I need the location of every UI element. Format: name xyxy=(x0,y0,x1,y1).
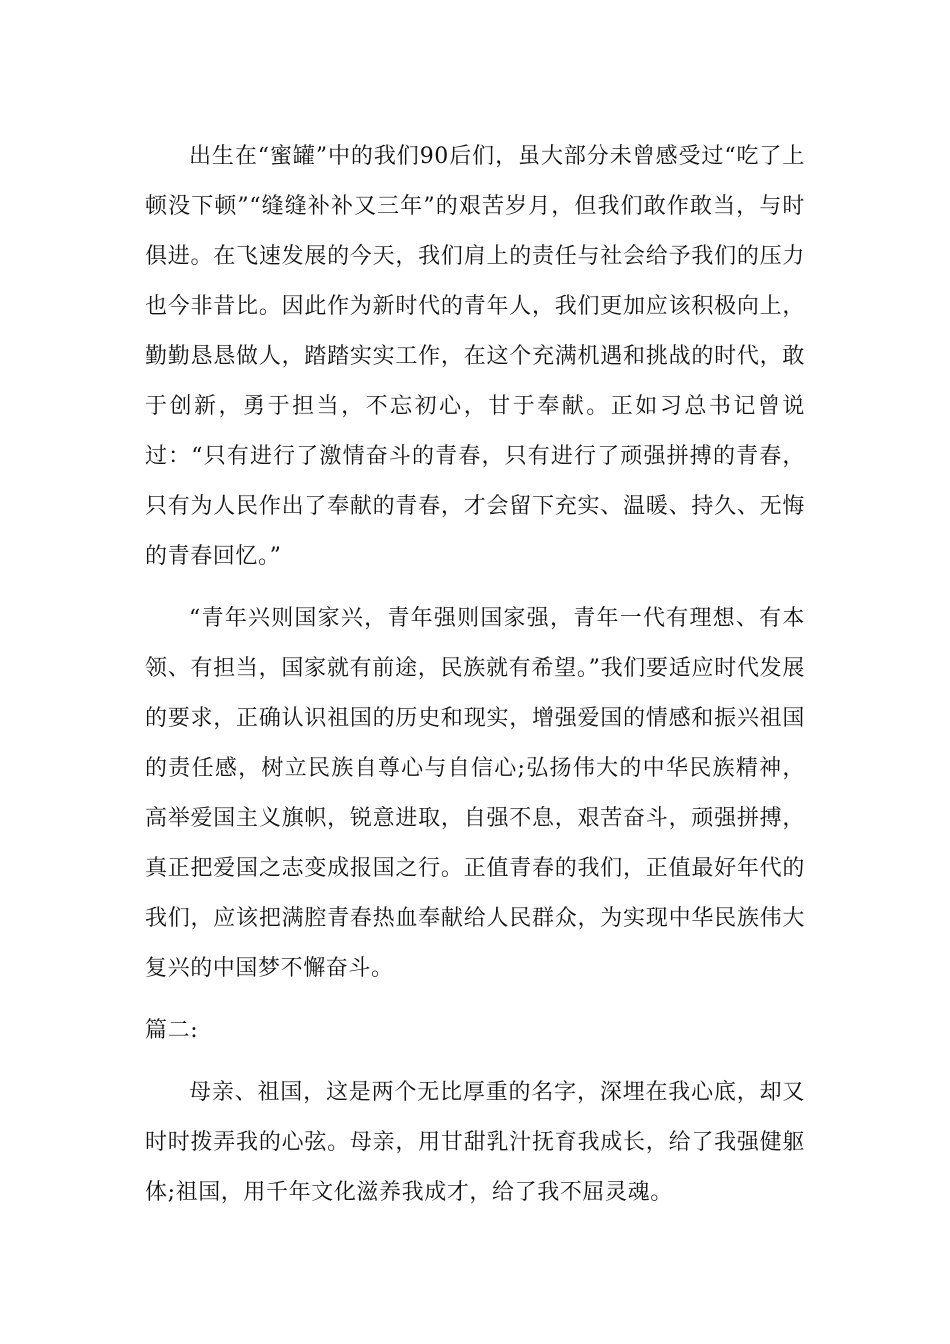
section-paragraph-1: 母亲、祖国，这是两个无比厚重的名字，深埋在我心底，却又时时拨弄我的心弦。母亲，用甘甜乳汁抚育我成长，给了我强健躯体;祖国，用千年文化滋养我成才，给了我不屈灵魂。 xyxy=(145,1080,805,1205)
paragraph-2: “青年兴则国家兴，青年强则国家强，青年一代有理想、有本领、有担当，国家就有前途，民族就有希望。”我们要适应时代发展的要求，正确认识祖国的历史和现实，增强爱国的情感和振兴祖国的责任感，树立民族自尊心与自信心;弘扬伟大的中华民族精神，高举爱国主义旗帜，锐意进取，自强不息，艰苦奋斗，顽强拼搏，真正把爱国之志变成报国之行。正值青春的我们，正值最好年代的我们，应该把满腔青春热血奉献给人民群众，为实现中华民族伟大复兴的中国梦不懈奋斗。 xyxy=(145,606,805,981)
section-heading: 篇二: xyxy=(145,1018,199,1043)
document-body xyxy=(145,132,805,1218)
paragraph-1: 出生在“蜜罐”中的我们90后们，虽大部分未曾感受过“吃了上顿没下顿”“缝缝补补又三年”的艰苦岁月，但我们敢作敢当，与时俱进。在飞速发展的今天，我们肩上的责任与社会给予我们的压力也今非昔比。因此作为新时代的青年人，我们更加应该积极向上，勤勤恳恳做人，踏踏实实工作，在这个充满机遇和挑战的时代，敢于创新，勇于担当，不忘初心，甘于奉献。正如习总书记曾说过：“只有进行了激情奋斗的青春，只有进行了顽强拼搏的青春，只有为人民作出了奉献的青春，才会留下充实、温暖、持久、无悔的青春回忆。” xyxy=(145,144,805,569)
